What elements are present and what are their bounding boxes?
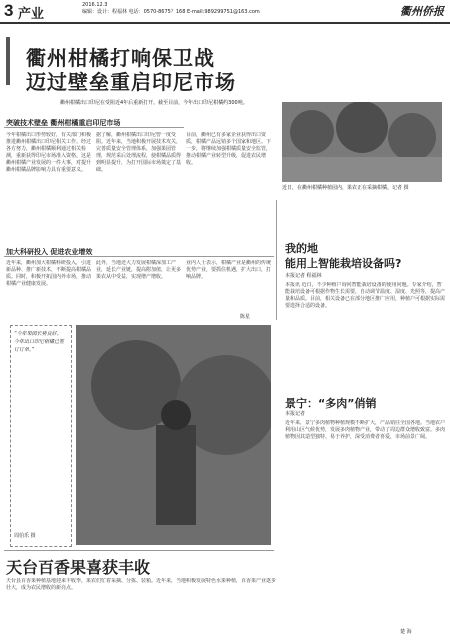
editor-line (82, 2, 282, 16)
side-story-1-body: 本报讯 近日，不少种植户询问智能栽培设备的使用问题。专家介绍，智能栽培设备可根据作物生长需要，自动调节温度、湿度、光照等，提高产量和品质。目前，相关设备已在部分地区推广应用，种植户可根据实际需要选择合适的设备。 (285, 282, 445, 309)
orchard-image (282, 102, 442, 182)
sidebar-box (10, 325, 72, 547)
bottom-headline: 天台百香果喜获丰收 (6, 558, 151, 577)
subhead-2-rule (4, 256, 274, 257)
body-col-5: 此外，当地还大力发展柑橘深加工产业，延长产业链，提高附加值，让更多果农从中受益，实现增产增收。 (96, 260, 181, 280)
side-headline-2: 景宁：“多肉”俏销 (285, 397, 377, 410)
sidebar-byline: 周伯乐 摄 (14, 533, 36, 539)
subhead-rule (4, 127, 184, 128)
column-divider (276, 200, 277, 320)
main-byline: 陈星 (240, 314, 251, 320)
bottom-rule (4, 550, 274, 551)
orchard-image-2 (76, 325, 271, 545)
side-headline-1a: 我的地 (285, 242, 318, 255)
side-headline-1b: 能用上智能栽培设备吗? (285, 257, 402, 270)
page-number: 3 (4, 1, 14, 20)
main-photo-caption: 近日，在衢州柑橘种植园内，果农正在采摘柑橘。记者 摄 (282, 185, 409, 191)
body-col-1: 今年柑橘出口形势较好，有关部门积极推进衢州柑橘出口印尼相关工作。经过各方努力，衢州柑橘顺利通过相关检测，重新获得印尼市场准入资格。这是衢州柑橘产业发展的一件大事，对提升衢州柑橘品牌影响力具有重要意义。 (6, 132, 91, 173)
main-headline-1: 衢州柑橘打响保卫战 (26, 46, 215, 70)
body-col-4: 近年来，衢州加大柑橘科研投入，引进新品种、推广新技术，不断提高柑橘品质。同时，积极开拓国内外市场，推动柑橘产业健康发展。 (6, 260, 91, 287)
header-rule (0, 22, 450, 24)
body-col-6: 业内人士表示，柑橘产业是衢州的传统优势产业，要抓住机遇，扩大出口，打响品牌。 (186, 260, 271, 280)
main-photo (282, 102, 442, 182)
body-col-2: 据了解，衢州柑橘出口印尼曾一度受阻。近年来，当地积极开展技术攻关，完善质量安全管理体系，加强果园管理，规范采后处理流程，使柑橘品质得到明显提升，为打开国际市场奠定了基础。 (96, 132, 181, 173)
contact: 编辑：设计：程福林 电话：0570-8675？168 E-mail:989299751@163.com (82, 9, 260, 15)
lead-paragraph: 衢州柑橘出口印尼在受阻近4年后重新打开。截至目前，今年出口印尼柑橘约300吨。 (60, 100, 248, 106)
date: 2016.12.3 (82, 2, 108, 8)
orchard-photo-2 (76, 325, 271, 545)
body-col-3: 目前，衢州已有多家企业获得出口资质，柑橘产品远销多个国家和地区。下一步，将继续加强柑橘质量安全监管，推动柑橘产业转型升级，促进农民增收。 (186, 132, 271, 166)
subhead-2: 加大科研投入 促进农业增效 (6, 248, 93, 256)
side-byline-1: 本报记者 程福林 (285, 273, 322, 279)
footer-author: 楚 海 (400, 629, 412, 635)
page-header (0, 0, 450, 22)
section-title: 产业 (18, 7, 45, 22)
bottom-story-body: 天台县百香果种植基地迎来丰收季，果农们忙着采摘、分拣、装箱。近年来，当地积极发展特色水果种植，百香果产业逐步壮大，成为农民增收的新亮点。 (6, 578, 276, 591)
paper-logo: 衢州侨报 (400, 5, 444, 18)
sidebar-quote: “今年果园长势良好。今年出口印尼柑橘已签订订单。” (14, 331, 65, 353)
side-byline-2: 本报记者 (285, 411, 306, 417)
subhead-1: 突破技术壁垒 衢州柑橘重启印尼市场 (6, 119, 121, 127)
headline-kicker (6, 37, 10, 85)
side-story-2-body: 近年来，景宁多肉植物种植规模不断扩大，产品销往全国各地。当地农户利用山区气候优势，发展多肉植物产业，带动了周边群众增收致富。多肉植物因其造型独特、易于养护，深受消费者喜爱，市场前景广阔。 (285, 420, 445, 440)
main-headline-2: 迈过壁垒重启印尼市场 (26, 70, 236, 94)
